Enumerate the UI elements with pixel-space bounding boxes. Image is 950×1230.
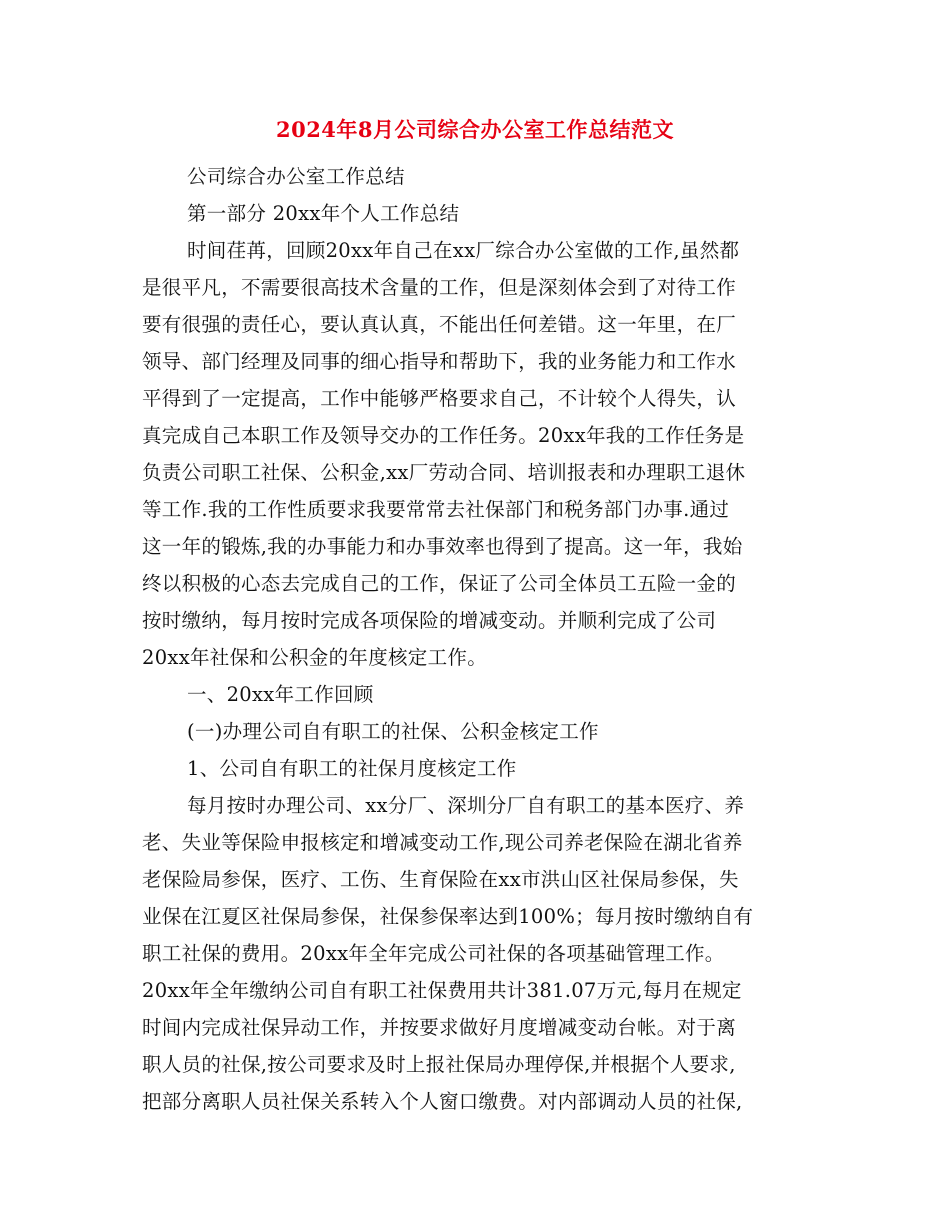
text-line: (一)办理公司自有职工的社保、公积金核定工作 [187, 720, 599, 743]
text-line: 一、20xx年工作回顾 [187, 683, 374, 706]
text-line: 职工社保的费用。20xx年全年完成公司社保的各项基础管理工作。 [142, 942, 725, 965]
document-body [142, 158, 808, 1120]
text-line: 是很平凡，不需要很高技术含量的工作，但是深刻体会到了对待工作 [142, 276, 737, 299]
text-line: 职人员的社保,按公司要求及时上报社保局办理停保,并根据个人要求, [142, 1053, 736, 1076]
text-line: 公司综合办公室工作总结 [187, 165, 405, 188]
text-line: 时间内完成社保异动工作，并按要求做好月度增减变动台帐。对于离 [142, 1016, 737, 1039]
text-line: 终以积极的心态去完成自己的工作，保证了公司全体员工五险一金的 [142, 572, 737, 595]
text-line: 第一部分 20xx年个人工作总结 [187, 202, 460, 225]
text-line: 要有很强的责任心，要认真认真，不能出任何差错。这一年里，在厂 [142, 313, 737, 336]
document-title: 2024年8月公司综合办公室工作总结范文 [275, 117, 675, 142]
text-line: 真完成自己本职工作及领导交办的工作任务。20xx年我的工作任务是 [142, 424, 745, 447]
text-line: 时间荏苒，回顾20xx年自己在xx厂综合办公室做的工作,虽然都 [187, 239, 740, 262]
text-line: 把部分离职人员社保关系转入个人窗口缴费。对内部调动人员的社保, [142, 1090, 743, 1113]
text-line: 业保在江夏区社保局参保，社保参保率达到100%；每月按时缴纳自有 [142, 905, 754, 928]
text-line: 平得到了一定提高，工作中能够严格要求自己，不计较个人得失，认 [142, 387, 737, 410]
text-line: 等工作.我的工作性质要求我要常常去社保部门和税务部门办事.通过 [142, 498, 730, 521]
text-line: 1、公司自有职工的社保月度核定工作 [187, 757, 517, 780]
text-line: 20xx年社保和公积金的年度核定工作。 [142, 646, 488, 669]
text-line: 20xx年全年缴纳公司自有职工社保费用共计381.07万元,每月在规定 [142, 979, 742, 1002]
text-line: 每月按时办理公司、xx分厂、深圳分厂自有职工的基本医疗、养 [187, 794, 745, 817]
text-line: 老、失业等保险申报核定和增减变动工作,现公司养老保险在湖北省养 [142, 831, 743, 854]
text-line: 这一年的锻炼,我的办事能力和办事效率也得到了提高。这一年，我始 [142, 535, 743, 558]
text-line: 老保险局参保，医疗、工伤、生育保险在xx市洪山区社保局参保，失 [142, 868, 739, 891]
text-line: 按时缴纳，每月按时完成各项保险的增减变动。并顺利完成了公司 [142, 609, 717, 632]
text-line: 领导、部门经理及同事的细心指导和帮助下，我的业务能力和工作水 [142, 350, 737, 373]
text-line: 负责公司职工社保、公积金,xx厂劳动合同、培训报表和办理职工退休 [142, 461, 746, 484]
